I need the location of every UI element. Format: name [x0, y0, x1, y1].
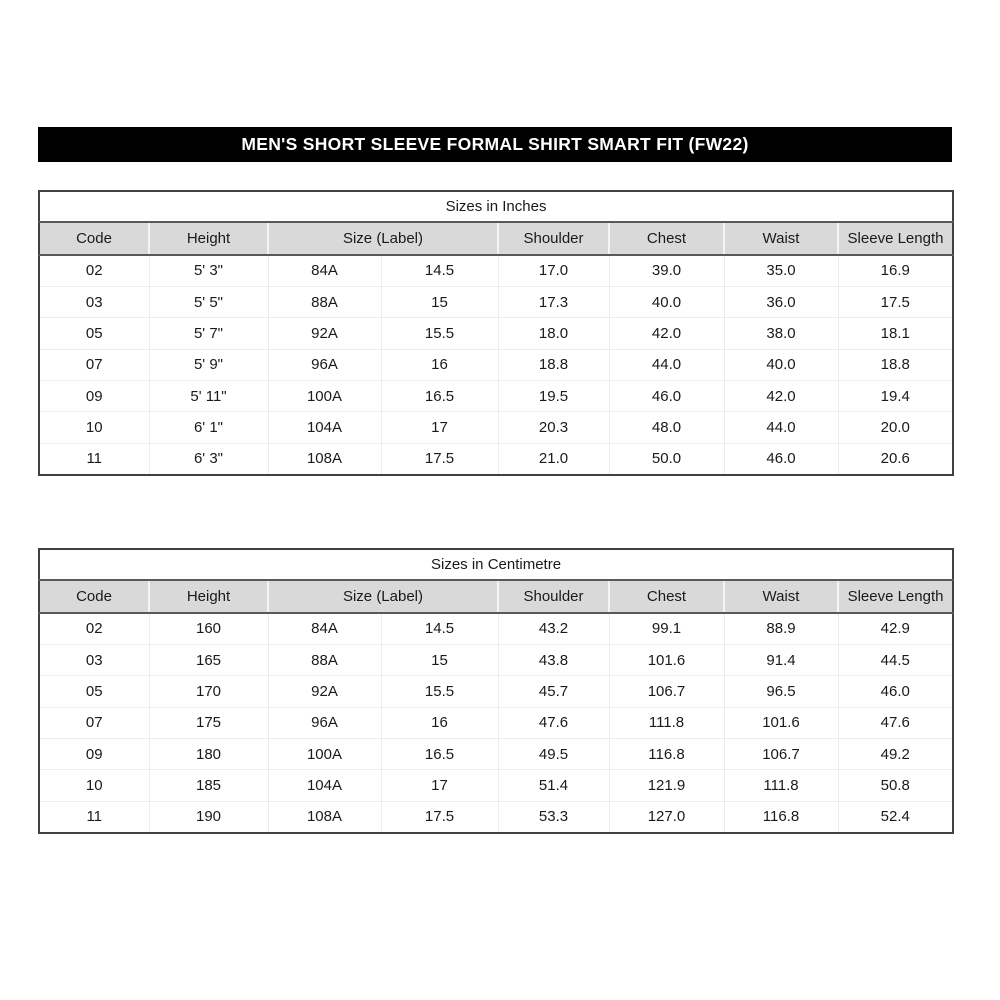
- table-cell: 07: [39, 349, 149, 380]
- table-cell: 100A: [268, 739, 381, 770]
- table-cell: 16: [381, 349, 498, 380]
- table-cell: 38.0: [724, 318, 838, 349]
- table-cell: 15: [381, 286, 498, 317]
- table-row: [39, 644, 953, 675]
- table-row: [39, 349, 953, 380]
- table-cell: 15.5: [381, 676, 498, 707]
- table-cell: 20.6: [838, 443, 953, 474]
- table-cell: 170: [149, 676, 268, 707]
- table-cell: 106.7: [609, 676, 724, 707]
- column-header-height: Height: [149, 580, 268, 613]
- table-cell: 11: [39, 443, 149, 474]
- table-cell: 17: [381, 770, 498, 801]
- table-row: [39, 286, 953, 317]
- table-cell: 5' 3": [149, 255, 268, 286]
- column-header-shoulder: Shoulder: [498, 222, 609, 255]
- table-cell: 111.8: [609, 707, 724, 738]
- table-cell: 35.0: [724, 255, 838, 286]
- table-cell: 190: [149, 801, 268, 832]
- table-cell: 46.0: [838, 676, 953, 707]
- table-cell: 17.5: [381, 443, 498, 474]
- table-cell: 43.2: [498, 613, 609, 644]
- column-header-code: Code: [39, 222, 149, 255]
- table-cell: 20.3: [498, 412, 609, 443]
- table-cell: 6' 1": [149, 412, 268, 443]
- table-cell: 160: [149, 613, 268, 644]
- table-cell: 15.5: [381, 318, 498, 349]
- table-cell: 88.9: [724, 613, 838, 644]
- table-header-row: [39, 222, 953, 255]
- size-table: [38, 190, 954, 476]
- table-row: [39, 770, 953, 801]
- table-cell: 108A: [268, 801, 381, 832]
- table-cell: 36.0: [724, 286, 838, 317]
- table-cell: 18.1: [838, 318, 953, 349]
- table-cell: 48.0: [609, 412, 724, 443]
- table-cell: 44.0: [609, 349, 724, 380]
- table-row: [39, 381, 953, 412]
- table-cell: 165: [149, 644, 268, 675]
- table-cell: 51.4: [498, 770, 609, 801]
- table-cell: 05: [39, 676, 149, 707]
- table-cell: 20.0: [838, 412, 953, 443]
- table-cell: 185: [149, 770, 268, 801]
- table-cell: 07: [39, 707, 149, 738]
- table-cell: 5' 11": [149, 381, 268, 412]
- table-cell: 15: [381, 644, 498, 675]
- table-cell: 17.5: [838, 286, 953, 317]
- table-cell: 5' 5": [149, 286, 268, 317]
- column-header-height: Height: [149, 222, 268, 255]
- table-cell: 52.4: [838, 801, 953, 832]
- table-cell: 16.5: [381, 381, 498, 412]
- table-row: [39, 613, 953, 644]
- table-cell: 14.5: [381, 613, 498, 644]
- table-cell: 101.6: [724, 707, 838, 738]
- table-cell: 02: [39, 613, 149, 644]
- sizes-in-inches-table: [38, 190, 952, 476]
- table-cell: 88A: [268, 286, 381, 317]
- table-cell: 16.9: [838, 255, 953, 286]
- table-cell: 116.8: [609, 739, 724, 770]
- table-cell: 101.6: [609, 644, 724, 675]
- column-header-sleeve-length: Sleeve Length: [838, 580, 953, 613]
- table-title-row: [39, 191, 953, 222]
- column-header-chest: Chest: [609, 580, 724, 613]
- table-cell: 111.8: [724, 770, 838, 801]
- column-header-shoulder: Shoulder: [498, 580, 609, 613]
- chart-title-banner: [38, 127, 952, 162]
- table-cell: 18.8: [838, 349, 953, 380]
- table-cell: 18.8: [498, 349, 609, 380]
- table-cell: 18.0: [498, 318, 609, 349]
- table-cell: 11: [39, 801, 149, 832]
- table-row: [39, 801, 953, 832]
- table-cell: 106.7: [724, 739, 838, 770]
- table-row: [39, 443, 953, 474]
- table-cell: 84A: [268, 613, 381, 644]
- column-header-size-label: Size (Label): [268, 580, 498, 613]
- table-cell: 104A: [268, 770, 381, 801]
- table-cell: 47.6: [838, 707, 953, 738]
- table-cell: 99.1: [609, 613, 724, 644]
- table-row: [39, 412, 953, 443]
- table-cell: 5' 7": [149, 318, 268, 349]
- table-cell: 40.0: [724, 349, 838, 380]
- table-cell: 180: [149, 739, 268, 770]
- table-cell: 42.0: [609, 318, 724, 349]
- table-cell: 92A: [268, 676, 381, 707]
- table-cell: 96.5: [724, 676, 838, 707]
- table-cell: 19.4: [838, 381, 953, 412]
- table-cell: 44.0: [724, 412, 838, 443]
- sizes-in-centimetre-table: [38, 548, 952, 834]
- table-cell: 5' 9": [149, 349, 268, 380]
- table-title-row: [39, 549, 953, 580]
- table-cell: 91.4: [724, 644, 838, 675]
- table-cell: 53.3: [498, 801, 609, 832]
- table-cell: 46.0: [609, 381, 724, 412]
- table-cell: 43.8: [498, 644, 609, 675]
- table-cell: 17.3: [498, 286, 609, 317]
- table-cell: 92A: [268, 318, 381, 349]
- table-cell: 03: [39, 286, 149, 317]
- table-cell: 49.5: [498, 739, 609, 770]
- table-cell: 96A: [268, 707, 381, 738]
- table-cell: 09: [39, 739, 149, 770]
- table-cell: 46.0: [724, 443, 838, 474]
- column-header-chest: Chest: [609, 222, 724, 255]
- table-cell: 10: [39, 770, 149, 801]
- column-header-code: Code: [39, 580, 149, 613]
- table-cell: 39.0: [609, 255, 724, 286]
- table-cell: 116.8: [724, 801, 838, 832]
- table-cell: 175: [149, 707, 268, 738]
- table-cell: 6' 3": [149, 443, 268, 474]
- table-cell: 50.8: [838, 770, 953, 801]
- size-table: [38, 548, 954, 834]
- table-cell: 21.0: [498, 443, 609, 474]
- table-cell: 14.5: [381, 255, 498, 286]
- table-cell: 96A: [268, 349, 381, 380]
- column-header-waist: Waist: [724, 580, 838, 613]
- table-cell: 03: [39, 644, 149, 675]
- table-cell: 40.0: [609, 286, 724, 317]
- table-cell: 47.6: [498, 707, 609, 738]
- table-cell: 104A: [268, 412, 381, 443]
- table-cell: 42.9: [838, 613, 953, 644]
- table-cell: 16: [381, 707, 498, 738]
- column-header-waist: Waist: [724, 222, 838, 255]
- table-row: [39, 707, 953, 738]
- table-cell: 09: [39, 381, 149, 412]
- table-cell: 05: [39, 318, 149, 349]
- table-header-row: [39, 580, 953, 613]
- table-row: [39, 676, 953, 707]
- table-row: [39, 318, 953, 349]
- table-row: [39, 255, 953, 286]
- table-cell: 10: [39, 412, 149, 443]
- table-cell: 45.7: [498, 676, 609, 707]
- table-cell: 02: [39, 255, 149, 286]
- table-cell: 17: [381, 412, 498, 443]
- table-row: [39, 739, 953, 770]
- table-cell: 121.9: [609, 770, 724, 801]
- table-cell: 88A: [268, 644, 381, 675]
- table-cell: 100A: [268, 381, 381, 412]
- table-cell: 42.0: [724, 381, 838, 412]
- table-cell: 19.5: [498, 381, 609, 412]
- table-cell: 49.2: [838, 739, 953, 770]
- chart-title: MEN'S SHORT SLEEVE FORMAL SHIRT SMART FIT (FW22): [241, 134, 749, 154]
- table-title: Sizes in Centimetre: [39, 549, 953, 580]
- table-title: Sizes in Inches: [39, 191, 953, 222]
- table-cell: 127.0: [609, 801, 724, 832]
- table-cell: 16.5: [381, 739, 498, 770]
- column-header-size-label: Size (Label): [268, 222, 498, 255]
- table-cell: 44.5: [838, 644, 953, 675]
- table-cell: 17.0: [498, 255, 609, 286]
- table-cell: 84A: [268, 255, 381, 286]
- table-cell: 17.5: [381, 801, 498, 832]
- table-cell: 108A: [268, 443, 381, 474]
- table-cell: 50.0: [609, 443, 724, 474]
- column-header-sleeve-length: Sleeve Length: [838, 222, 953, 255]
